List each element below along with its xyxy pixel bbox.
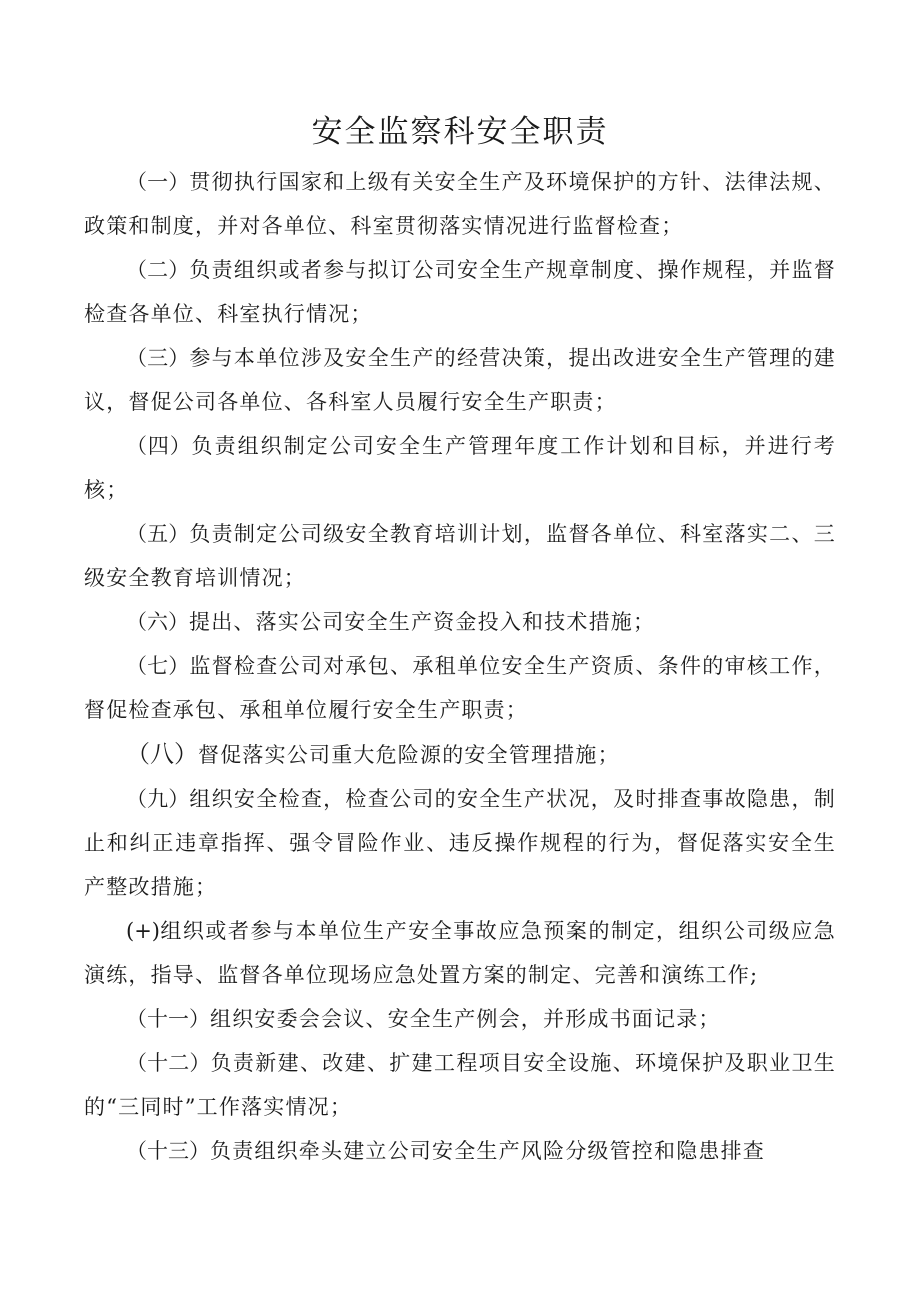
- list-item: [84, 732, 836, 777]
- item-number: （九）: [126, 787, 190, 811]
- item-number: (+): [126, 919, 160, 943]
- item-number: （二）: [126, 258, 190, 282]
- item-text: 督促落实公司重大危险源的安全管理措施；: [198, 743, 620, 767]
- item-number: （十一）: [126, 1007, 210, 1031]
- page-title: 安全监察科安全职责: [311, 114, 609, 150]
- item-text: 组织或者参与本单位生产安全事故应急预案的制定，组织公司级应急演练，指导、监督各单位现场应急处置方案的制定、完善和演练工作;: [84, 919, 836, 987]
- item-text: 负责新建、改建、扩建工程项目安全设施、环境保护及职业卫生的“三同时”工作落实情况；: [84, 1051, 836, 1119]
- list-item: [84, 512, 836, 600]
- item-text: 组织安全检查，检查公司的安全生产状况，及时排查事故隐患，制止和纠正违章指挥、强令冒险作业、违反操作规程的行为，督促落实安全生产整改措施；: [84, 787, 836, 899]
- item-text: 负责制定公司级安全教育培训计划，监督各单位、科室落实二、三级安全教育培训情况；: [84, 522, 836, 590]
- list-item: [84, 160, 836, 248]
- item-text: 贯彻执行国家和上级有关安全生产及环境保护的方针、法律法规、政策和制度，并对各单位、科室贯彻落实情况进行监督检查；: [84, 170, 836, 238]
- list-item: [84, 1041, 836, 1129]
- item-number: （十三）: [126, 1139, 210, 1163]
- list-item: [84, 997, 836, 1041]
- list-item: [84, 909, 836, 997]
- item-text: 提出、落实公司安全生产资金投入和技术措施；: [189, 610, 656, 634]
- list-item: [84, 644, 836, 732]
- item-number: （十二）: [126, 1051, 211, 1075]
- item-text: 负责组织或者参与拟订公司安全生产规章制度、操作规程，并监督检查各单位、科室执行情况；: [84, 258, 836, 326]
- list-item: [84, 777, 836, 909]
- list-item: [84, 248, 836, 336]
- item-text: 监督检查公司对承包、承租单位安全生产资质、条件的审核工作，督促检查承包、承租单位履行安全生产职责；: [84, 654, 836, 722]
- document-page: [84, 108, 836, 1173]
- list-item: [84, 600, 836, 644]
- item-number: （五）: [126, 522, 190, 546]
- item-number: （一）: [126, 170, 190, 194]
- item-number: （三）: [126, 346, 190, 370]
- item-text: 参与本单位涉及安全生产的经营决策，提出改进安全生产管理的建议，督促公司各单位、各科室人员履行安全生产职责；: [84, 346, 836, 414]
- list-item: [84, 336, 836, 424]
- item-number: （八）: [126, 740, 198, 768]
- item-number: （四）: [126, 434, 192, 458]
- list-item: [84, 424, 836, 512]
- item-text: 负责组织牵头建立公司安全生产风险分级管控和隐患排查: [210, 1139, 765, 1163]
- item-text: 负责组织制定公司安全生产管理年度工作计划和目标，并进行考核；: [84, 434, 836, 502]
- item-text: 组织安委会会议、安全生产例会，并形成书面记录；: [210, 1007, 721, 1031]
- item-number: （六）: [126, 610, 189, 634]
- item-number: （七）: [126, 654, 190, 678]
- list-item: [84, 1129, 836, 1173]
